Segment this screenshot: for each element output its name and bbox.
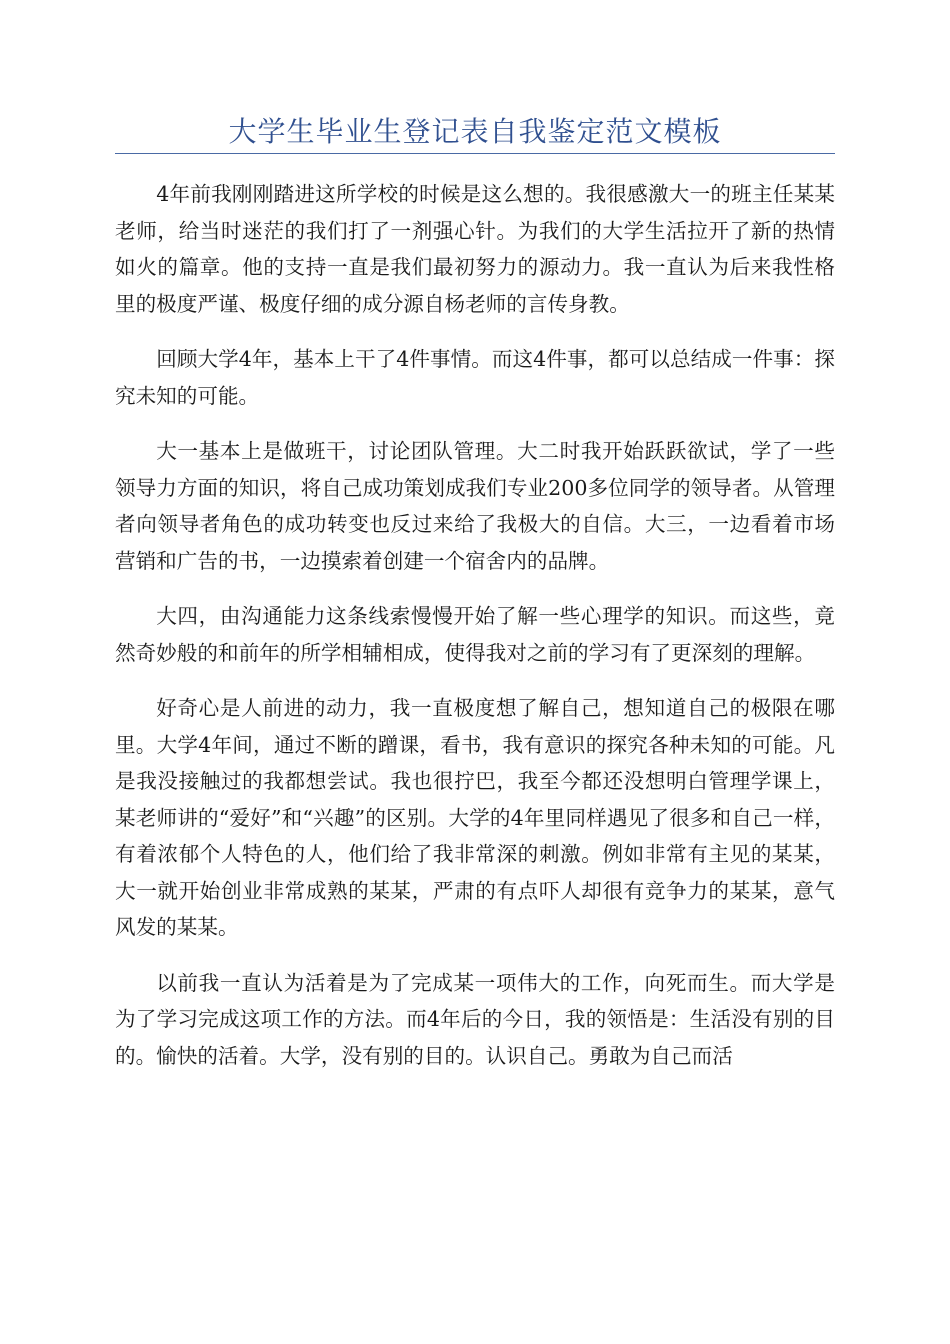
paragraph-2: 回顾大学4年，基本上干了4件事情。而这4件事，都可以总结成一件事：探究未知的可能。 [115,347,835,408]
paragraph-5: 好奇心是人前进的动力，我一直极度想了解自己，想知道自己的极限在哪里。大学4年间，通过不断的蹭课，看书，我有意识的探究各种未知的可能。凡是我没接触过的我都想尝试。我也很拧巴，我至今都还没想明白管理学课上，某老师讲的“爱好”和“兴趣”的区别。大学的4年里同样遇见了很多和自己一样，有着浓郁个人特色的人，他们给了我非常深的刺激。例如非常有主见的某某，大一就开始创业非常成熟的某某，严肃的有点吓人却很有竞争力的某某，意气风发的某某。 [115,696,835,939]
paragraph-6: 以前我一直认为活着是为了完成某一项伟大的工作，向死而生。而大学是为了学习完成这项工作的方法。而4年后的今日，我的领悟是：生活没有别的目的。愉快的活着。大学，没有别的目的。认识自己。勇敢为自己而活 [115,970,835,1068]
paragraph-3: 大一基本上是做班干，讨论团队管理。大二时我开始跃跃欲试，学了一些领导力方面的知识，将自己成功策划成我们专业200多位同学的领导者。从管理者向领导者角色的成功转变也反过来给了我极大的自信。大三，一边看着市场营销和广告的书，一边摸索着创建一个宿舍内的品牌。 [115,439,835,573]
title-underline [115,153,835,154]
document-title: 大学生毕业生登记表自我鉴定范文模板 [228,115,722,148]
paragraph-1: 4年前我刚刚踏进这所学校的时候是这么想的。我很感激大一的班主任某某老师，给当时迷茫的我们打了一剂强心针。为我们的大学生活拉开了新的热情如火的篇章。他的支持一直是我们最初努力的源动力。我一直认为后来我性格里的极度严谨、极度仔细的成分源自杨老师的言传身教。 [115,182,835,316]
document-body [115,176,835,1093]
paragraph-4: 大四，由沟通能力这条线索慢慢开始了解一些心理学的知识。而这些，竟然奇妙般的和前年的所学相辅相成，使得我对之前的学习有了更深刻的理解。 [115,604,835,665]
